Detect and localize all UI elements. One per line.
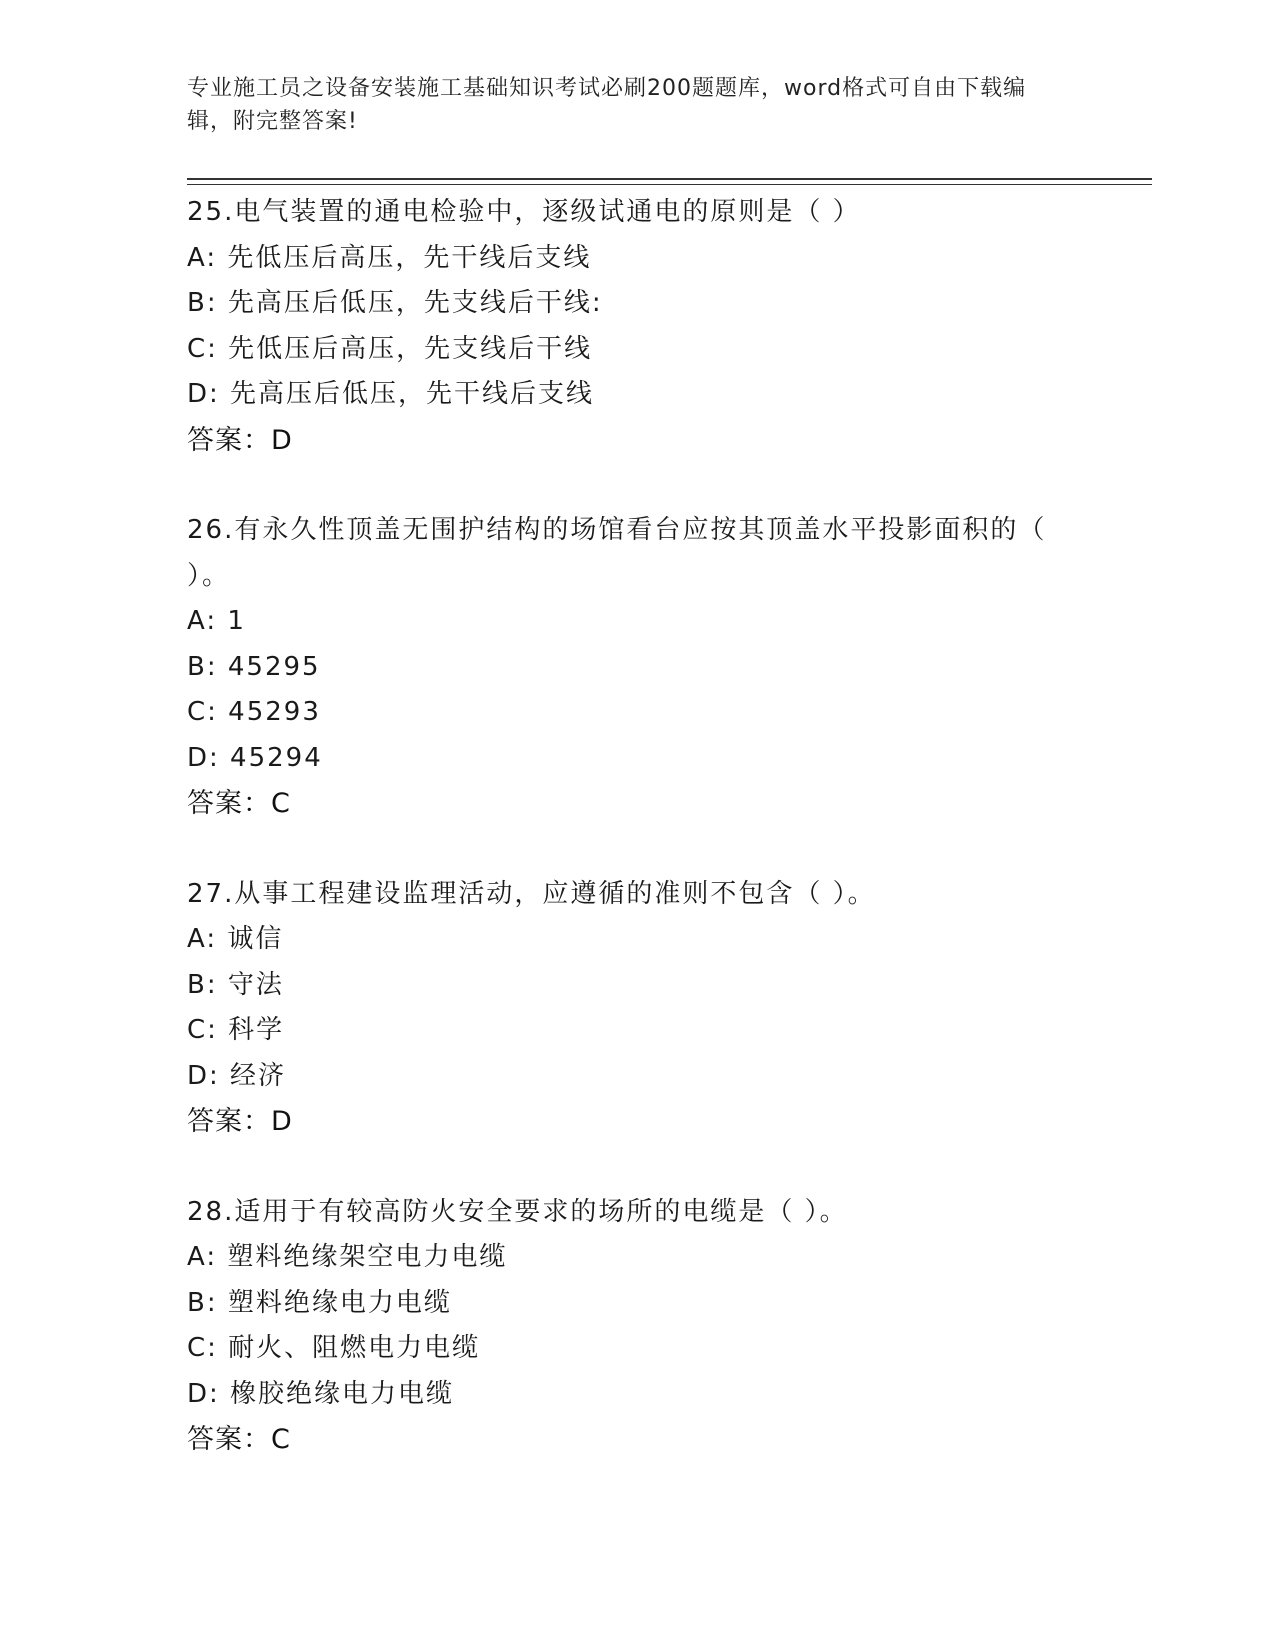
option-c: C: 科学 — [187, 1015, 285, 1045]
question-stem: 28.适用于有较高防火安全要求的场所的电缆是（ ）。 — [187, 1196, 848, 1227]
question-26 — [187, 508, 1087, 827]
option-a: A: 塑料绝缘架空电力电缆 — [187, 1242, 508, 1272]
option-d: D: 先高压后低压，先干线后支线 — [187, 379, 595, 409]
option-b: B: 塑料绝缘电力电缆 — [187, 1287, 452, 1318]
header-divider-thick — [187, 178, 1152, 180]
question-stem: 27.从事工程建设监理活动，应遵循的准则不包含（ ）。 — [187, 878, 876, 909]
answer-line: 答案：C — [187, 1424, 291, 1455]
option-b: B: 先高压后低压，先支线后干线: — [187, 288, 603, 318]
question-27 — [187, 872, 1087, 1145]
question-list — [187, 190, 1087, 1463]
option-a: A: 先低压后高压，先干线后支线 — [187, 242, 592, 273]
question-25 — [187, 190, 1087, 463]
option-b: B: 守法 — [187, 969, 284, 1000]
answer-line: 答案：D — [187, 1106, 293, 1137]
option-d: D: 橡胶绝缘电力电缆 — [187, 1378, 455, 1409]
question-stem: 25.电气装置的通电检验中，逐级试通电的原则是（ ） — [187, 197, 861, 227]
option-b: B: 45295 — [187, 651, 321, 682]
option-c: C: 先低压后高压，先支线后干线 — [187, 333, 593, 364]
option-d: D: 45294 — [187, 742, 323, 773]
answer-line: 答案：D — [187, 424, 293, 456]
header-divider-thin — [187, 184, 1152, 185]
document-header: 专业施工员之设备安装施工基础知识考试必刷200题题库，word格式可自由下载编辑，附完整答案! — [187, 76, 1027, 134]
answer-line: 答案：C — [187, 788, 291, 819]
question-stem: 26.有永久性顶盖无围护结构的场馆看台应按其顶盖水平投影面积的（ ）。 — [187, 515, 1057, 591]
option-d: D: 经济 — [187, 1060, 287, 1091]
option-c: C: 耐火、阻燃电力电缆 — [187, 1333, 481, 1363]
option-c: C: 45293 — [187, 697, 321, 727]
question-28 — [187, 1190, 1087, 1463]
option-a: A: 1 — [187, 606, 246, 636]
option-a: A: 诚信 — [187, 924, 284, 954]
